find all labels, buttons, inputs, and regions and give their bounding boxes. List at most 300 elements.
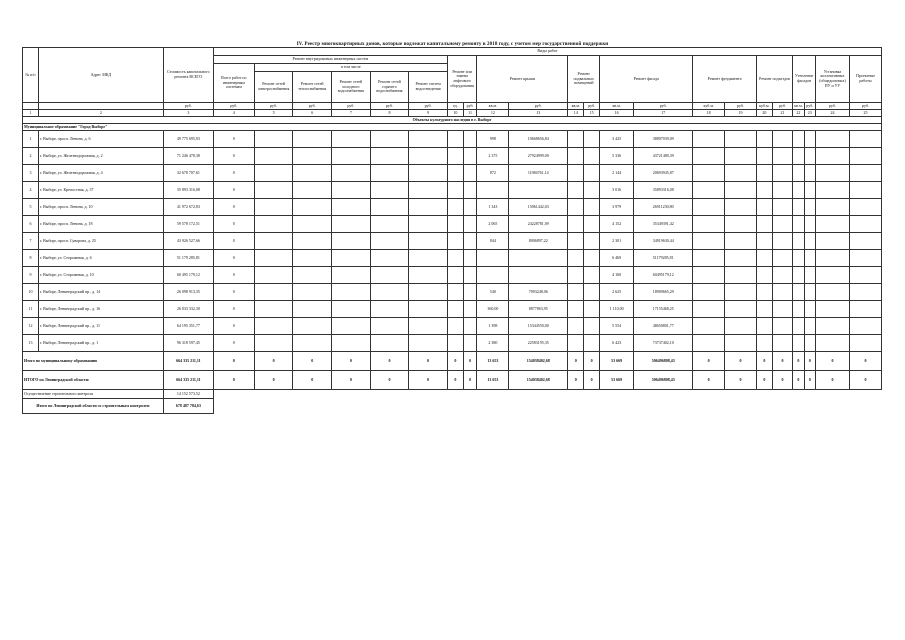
unit-cell: руб. [634,103,693,110]
total-zero: 0 [370,352,409,371]
unit-cell: руб. [409,103,448,110]
table-cell [409,301,448,318]
table-cell [772,301,792,318]
table-cell [370,318,409,335]
table-cell [584,250,600,267]
table-cell [409,165,448,182]
table-cell [332,148,371,165]
table-cell [254,131,293,148]
table-cell [850,182,882,199]
supervision-label: Осуществление строительного контроля [23,390,164,399]
row-roof-area: 2 065 [477,216,509,233]
table-cell [370,233,409,250]
row-number: 8 [23,250,39,267]
table-cell [447,233,463,250]
row-cost: 26 033 332,30 [163,301,213,318]
table-cell [332,250,371,267]
col-design-header: Проектные работы [850,56,882,103]
table-cell [254,199,293,216]
table-cell [254,182,293,199]
row-address: г. Выборг, Ленинградский пр., д. 14 [38,284,163,301]
total-zero: 0 [409,352,448,371]
row-roof-rub [509,267,568,284]
table-cell [756,182,772,199]
col-address-header: Адрес МКД [38,48,163,103]
table-cell [850,335,882,352]
row-address: г. Выборг, Ленинградский пр., д. 1 [38,335,163,352]
table-cell [463,165,477,182]
table-cell [693,250,725,267]
table-cell [725,148,757,165]
table-cell [693,216,725,233]
table-cell [463,301,477,318]
row-engineering-total: 0 [213,267,254,284]
unit-cell: руб. [293,103,332,110]
col-elevator-header: Ремонт или замена лифтового оборудования [447,56,477,103]
table-cell [370,199,409,216]
col-num-header: № п/п [23,48,39,103]
table-cell [463,182,477,199]
table-cell [293,233,332,250]
row-address: г. Выборг, просп. Ленина, д. 10 [38,199,163,216]
row-roof-rub: 8006897,22 [509,233,568,250]
table-row [23,131,882,148]
table-cell [254,301,293,318]
row-cost: 49 775 695,93 [163,131,213,148]
col-heat-header: Ремонт сетей теплоснабжения [293,72,332,103]
table-cell [568,165,584,182]
table-cell [409,233,448,250]
table-cell [584,216,600,233]
unit-cell: руб. [463,103,477,110]
table-cell [370,165,409,182]
table-cell [370,267,409,284]
table-cell [804,284,815,301]
table-cell [804,131,815,148]
table-cell [804,318,815,335]
table-cell [332,216,371,233]
total-zero: 0 [584,371,600,390]
unit-cell: куб.м. [693,103,725,110]
total-cost: 664 335 211,11 [163,371,213,390]
row-engineering-total: 0 [213,165,254,182]
works-group-header: Виды работ [213,48,881,56]
table-cell [793,250,804,267]
unit-cell: руб. [254,103,293,110]
total-row-region [23,371,882,390]
table-cell [568,284,584,301]
table-cell [793,301,804,318]
row-roof-area: 2 375 [477,148,509,165]
unit-cell: руб. [163,103,213,110]
table-cell [804,199,815,216]
table-cell [793,199,804,216]
table-cell [409,267,448,284]
grand-total-label: Итого по Ленинградской области со строительным контролем [23,399,164,414]
table-cell [409,335,448,352]
col-meters-header: Установка коллективных (общедомовых) ПУ и УУ [815,56,849,103]
unit-cell: кв.м. [600,103,634,110]
row-facade-area: 4 152 [600,216,634,233]
column-number-cell: 9 [409,110,448,117]
unit-cell: руб. [850,103,882,110]
table-cell [793,284,804,301]
table-cell [293,318,332,335]
row-roof-rub: 22583195,35 [509,335,568,352]
table-cell [793,318,804,335]
row-cost: 60 495 179,12 [163,267,213,284]
total-zero: 0 [293,371,332,390]
row-roof-area: 540 [477,284,509,301]
row-engineering-total: 0 [213,318,254,335]
row-facade-area: 6 469 [600,250,634,267]
row-facade-area: 1 110,00 [600,301,634,318]
table-cell [804,250,815,267]
table-cell [370,301,409,318]
table-cell [756,284,772,301]
table-cell [293,131,332,148]
table-cell [772,318,792,335]
table-cell [804,267,815,284]
table-cell [815,233,849,250]
document-title: IV. Реестр многоквартирных домов, которые подлежат капитальному ремонту в 2018 году, с учетом мер государственной поддержки [296,42,609,47]
table-cell [409,182,448,199]
table-cell [463,318,477,335]
table-row [23,233,882,250]
table-cell [756,199,772,216]
row-roof-area: 844 [477,233,509,250]
row-facade-rub: 51179285,81 [634,250,693,267]
table-cell [584,284,600,301]
column-number-cell: 5 [254,110,293,117]
row-number: 13 [23,335,39,352]
total-zero: 0 [568,371,584,390]
table-cell [584,233,600,250]
total-zero: 0 [815,371,849,390]
total-zero: 0 [693,352,725,371]
row-number: 3 [23,165,39,182]
column-number-cell: 18 [693,110,725,117]
total-zero: 0 [584,352,600,371]
row-facade-rub: 35349391,42 [634,216,693,233]
unit-cell: кв.м. [794,102,803,108]
row-engineering-total: 0 [213,199,254,216]
table-cell [815,267,849,284]
row-number: 1 [23,131,39,148]
table-cell [447,165,463,182]
column-number-cell: 24 [815,110,849,117]
table-cell [772,148,792,165]
table-cell [804,335,815,352]
unit-cell: кв.м. [477,103,509,110]
total-facade-area: 53 669 [600,371,634,390]
table-cell [293,165,332,182]
column-number-cell: 21 [772,110,792,117]
col-facade-header: Ремонт фасада [600,56,693,103]
table-cell [409,250,448,267]
table-cell [447,284,463,301]
table-cell [293,301,332,318]
table-cell [293,182,332,199]
table-cell [815,148,849,165]
table-cell [725,216,757,233]
registry-table [22,47,882,414]
column-number-cell: 23 [804,110,815,117]
row-cost: 43 926 527,66 [163,233,213,250]
row-address: г. Выборг, ул. Сторожевая, д. 10 [38,267,163,284]
table-cell [332,318,371,335]
table-cell [725,284,757,301]
table-cell [756,148,772,165]
row-address: г. Выборг, ул. Сторожевая, д. 6 [38,250,163,267]
table-cell [772,131,792,148]
total-zero: 0 [463,371,477,390]
row-facade-rub: 38807039,09 [634,131,693,148]
table-row [23,301,882,318]
row-facade-area: 3 979 [600,199,634,216]
table-cell [850,165,882,182]
table-row [23,148,882,165]
unit-cell: руб. [815,103,849,110]
table-cell [793,182,804,199]
table-cell [332,131,371,148]
table-cell [584,182,600,199]
table-cell [293,284,332,301]
total-zero: 0 [804,352,815,371]
col-roof-header: Ремонт крыши [477,56,568,103]
col-warming-header: Утепление фасадов [793,56,816,103]
table-cell [409,216,448,233]
table-cell [725,131,757,148]
table-cell [756,267,772,284]
supervision-cost: 14 152 573,52 [163,390,213,399]
table-cell [756,216,772,233]
row-address: г. Выборг, просп. Суворова, д. 25 [38,233,163,250]
table-cell [850,318,882,335]
table-cell [409,199,448,216]
total-zero: 0 [332,371,371,390]
table-cell [693,165,725,182]
table-cell [370,131,409,148]
unit-cell: руб. [213,103,254,110]
table-cell [409,284,448,301]
row-facade-rub: 60495179,12 [634,267,693,284]
table-cell [463,131,477,148]
table-cell [815,182,849,199]
row-facade-rub: 20693945,87 [634,165,693,182]
row-number: 6 [23,216,39,233]
total-zero: 0 [213,371,254,390]
table-cell [850,148,882,165]
total-zero: 0 [850,371,882,390]
table-cell [725,318,757,335]
row-number: 5 [23,199,39,216]
row-engineering-total: 0 [213,182,254,199]
table-cell [725,250,757,267]
row-roof-rub: 15061442,03 [509,199,568,216]
table-cell [725,233,757,250]
row-cost: 35 893 316,08 [163,182,213,199]
table-cell [693,284,725,301]
col-cost-header: Стоимость капитального ремонта ВСЕГО [163,48,213,103]
row-roof-area: 872 [477,165,509,182]
row-facade-rub: 34919630,44 [634,233,693,250]
table-cell [815,284,849,301]
table-cell [293,216,332,233]
column-number-cell: 15 [584,110,600,117]
table-cell [693,335,725,352]
unit-cell: кв.м. [568,103,584,110]
column-number-cell: 22 [793,110,804,117]
row-engineering-total: 0 [213,335,254,352]
table-cell [293,267,332,284]
row-address: г. Выборг, просп. Ленина, д. 6 [38,131,163,148]
table-cell [804,301,815,318]
total-facade-rub: 506496808,43 [634,371,693,390]
unit-cell: ед. [447,103,463,110]
table-cell [447,131,463,148]
row-engineering-total: 0 [213,233,254,250]
row-cost: 26 098 913,35 [163,284,213,301]
table-cell [772,250,792,267]
row-roof-area: 1 398 [477,318,509,335]
table-cell [850,131,882,148]
col-foundation-header: Ремонт фундамента [693,56,757,103]
table-cell [409,148,448,165]
table-cell [568,318,584,335]
row-roof-rub [509,182,568,199]
row-cost: 96 318 597,45 [163,335,213,352]
table-cell [293,199,332,216]
row-facade-rub: 43721480,39 [634,148,693,165]
table-cell [463,148,477,165]
table-row [23,165,882,182]
total-zero: 0 [293,352,332,371]
row-roof-rub: 11984761,14 [509,165,568,182]
supervision-row [23,390,882,399]
table-cell [447,267,463,284]
municipality-heading: Муниципальное образование "Город Выборг" [23,124,882,131]
table-cell [447,216,463,233]
table-cell [409,131,448,148]
table-cell [756,233,772,250]
table-cell [693,318,725,335]
total-zero: 0 [568,352,584,371]
col-cold-water-header: Ремонт сетей холодного водоснабжения [332,72,371,103]
table-cell [772,182,792,199]
column-number-cell: 17 [634,110,693,117]
total-zero: 0 [793,371,804,390]
table-row [23,182,882,199]
col-engineering-total-header: Всего работ по инженерным системам [213,64,254,103]
row-facade-area: 2 144 [600,165,634,182]
unit-cell: руб. [509,103,568,110]
row-roof-rub: 15344550,00 [509,318,568,335]
table-cell [772,165,792,182]
row-address: г. Выборг, ул. Железнодорожная, д. 4 [38,165,163,182]
unit-cell: руб. [804,103,815,110]
total-zero: 0 [850,352,882,371]
row-roof-rub: 27924999,00 [509,148,568,165]
table-row [23,199,882,216]
table-cell [254,250,293,267]
column-number-cell: 10 [447,110,463,117]
row-facade-rub: 48650801,77 [634,318,693,335]
table-cell [370,182,409,199]
table-cell [568,233,584,250]
table-cell [447,301,463,318]
grand-total-cost: 678 487 784,63 [163,399,213,414]
row-roof-rub: 10668656,84 [509,131,568,148]
row-facade-area: 3 425 [600,131,634,148]
column-number-cell: 4 [213,110,254,117]
column-number-cell: 8 [370,110,409,117]
table-cell [332,199,371,216]
col-basement-header: Ремонт подвальных помещений [568,56,600,103]
row-facade-area: 4 160 [600,267,634,284]
table-cell [568,216,584,233]
total-cost: 664 335 211,11 [163,352,213,371]
table-cell [756,301,772,318]
total-roof-area: 13 653 [477,352,509,371]
row-roof-rub: 24228781,09 [509,216,568,233]
table-cell [772,284,792,301]
table-cell [756,131,772,148]
row-address: г. Выборг, Ленинградский пр., д. 11 [38,318,163,335]
column-number-cell: 3 [163,110,213,117]
table-cell [756,318,772,335]
row-number: 7 [23,233,39,250]
table-cell [804,182,815,199]
row-cost: 41 972 672,83 [163,199,213,216]
table-cell [568,182,584,199]
table-cell [584,131,600,148]
table-cell [447,148,463,165]
total-facade-rub: 506496808,43 [634,352,693,371]
row-roof-rub: 8877863,95 [509,301,568,318]
table-cell [725,301,757,318]
total-zero: 0 [793,352,804,371]
unit-cell: руб. [584,103,600,110]
table-cell [332,233,371,250]
table-cell [254,233,293,250]
unit-cell: руб. [772,103,792,110]
table-cell [370,148,409,165]
row-number: 4 [23,182,39,199]
table-cell [463,284,477,301]
row-roof-rub [509,250,568,267]
unit-cell: руб. [370,103,409,110]
table-cell [293,335,332,352]
table-cell [584,335,600,352]
row-facade-rub: 35893316,08 [634,182,693,199]
table-cell [254,335,293,352]
total-zero: 0 [463,352,477,371]
table-cell [815,131,849,148]
table-cell [815,165,849,182]
table-cell [370,216,409,233]
table-cell [804,148,815,165]
table-cell [804,233,815,250]
total-zero: 0 [254,371,293,390]
table-cell [693,182,725,199]
row-facade-rub: 17155468,25 [634,301,693,318]
row-engineering-total: 0 [213,148,254,165]
table-cell [584,301,600,318]
table-cell [756,335,772,352]
total-roof-area: 13 653 [477,371,509,390]
col-electro-header: Ремонт сетей электроснабжения [254,72,293,103]
